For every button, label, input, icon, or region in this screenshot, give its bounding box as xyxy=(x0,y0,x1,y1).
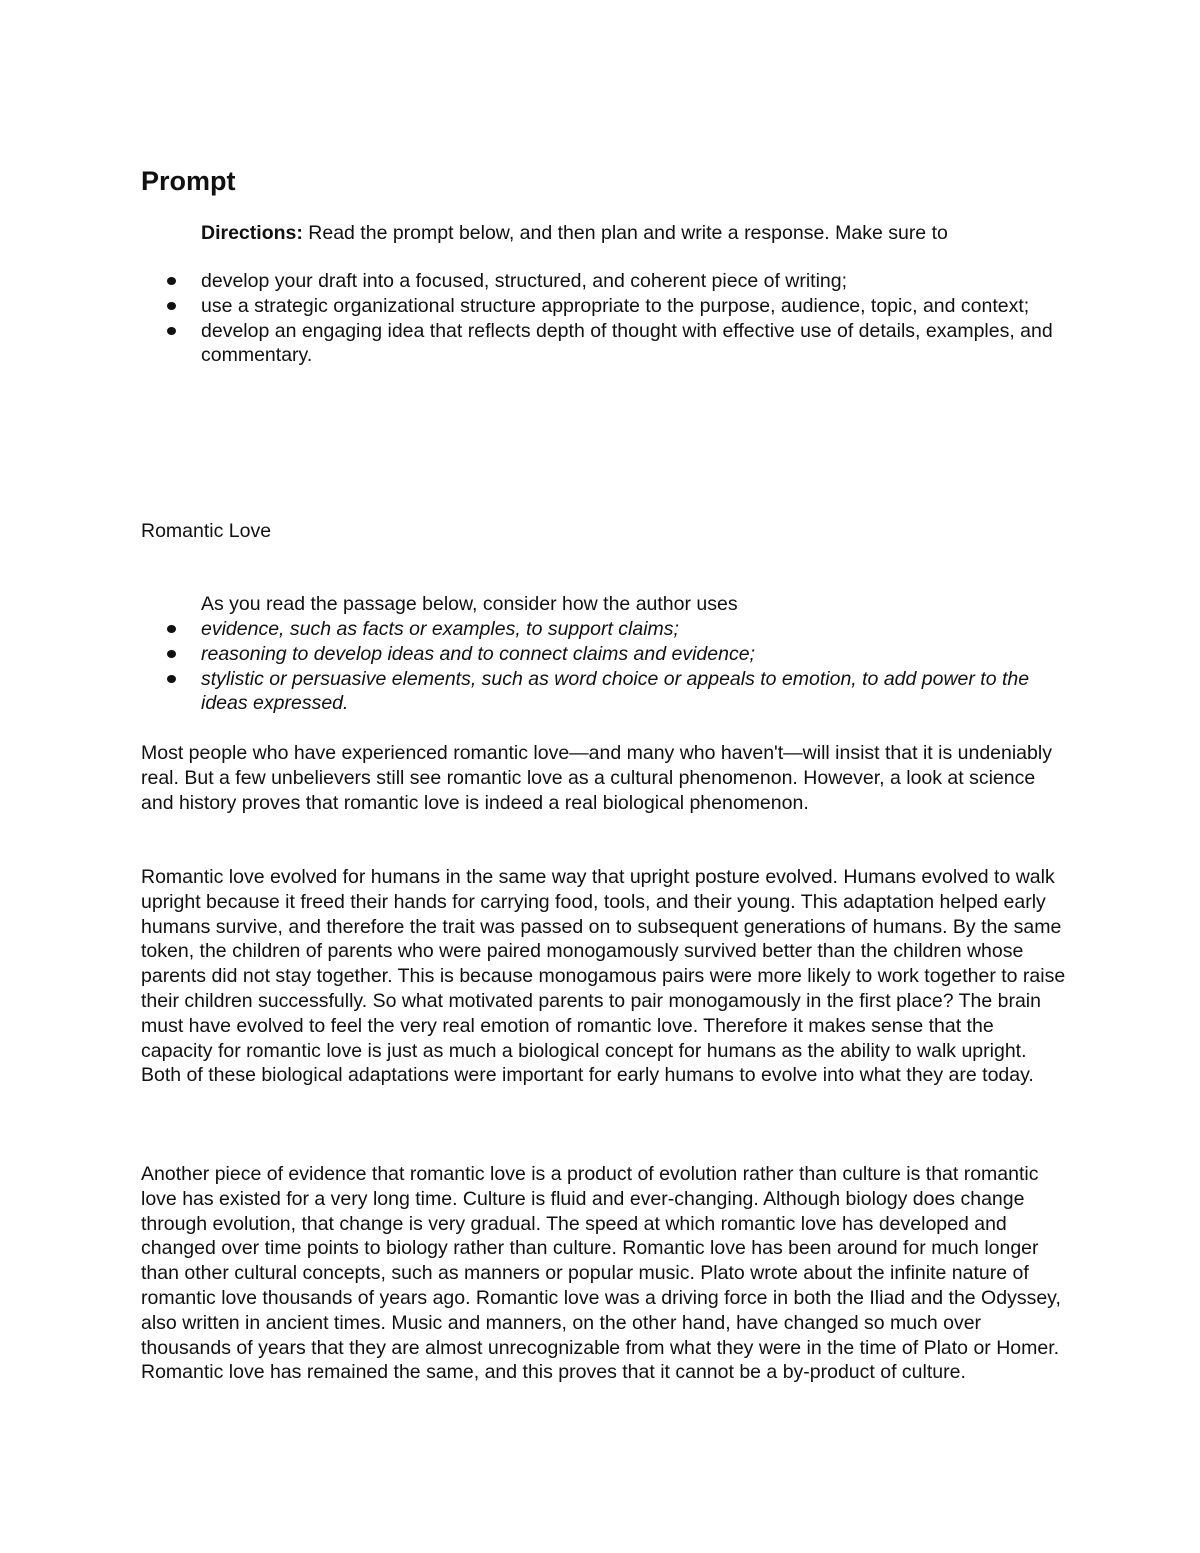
bullet-icon xyxy=(167,650,176,658)
directions-line xyxy=(201,221,948,246)
list-item: evidence, such as facts or examples, to support claims; xyxy=(162,617,1062,642)
passage-paragraph: Romantic love evolved for humans in the same way that upright posture evolved. Humans evolved to walk upright because it freed their hands for carrying food, tools, and their young. This adaptation helped early humans survive, and therefore the trait was passed on to subsequent generations of humans. By the same token, the children of parents who were paired monogamously survived better than the children whose parents did not stay together. This is because monogamous pairs were more likely to work together to raise their children successfully. So what motivated parents to pair monogamously in the first place? The brain must have evolved to feel the very real emotion of romantic love. Therefore it makes sense that the capacity for romantic love is just as much a biological concept for humans as the ability to walk upright. Both of these biological adaptations were important for early humans to evolve into what they are today. xyxy=(141,866,1066,1087)
bullet-icon xyxy=(167,302,176,310)
list-item: develop your draft into a focused, structured, and coherent piece of writing; xyxy=(162,269,1062,294)
bullet-icon xyxy=(167,327,176,335)
bullet-icon xyxy=(167,675,176,683)
passage-paragraph: Most people who have experienced romantic love—and many who haven't—will insist that it is undeniably real. But a few unbelievers still see romantic love as a cultural phenomenon. However, a look at science and history proves that romantic love is indeed a real biological phenomenon. xyxy=(141,742,1052,814)
directions-text: Read the prompt below, and then plan and write a response. Make sure to xyxy=(302,222,948,244)
reading-lead: As you read the passage below, consider how the author uses xyxy=(201,593,738,615)
bullet-icon xyxy=(167,625,176,633)
directions-list xyxy=(162,269,1062,368)
list-item: develop an engaging idea that reflects depth of thought with effective use of details, examples, and commentary. xyxy=(162,319,1062,369)
bullet-icon xyxy=(167,277,176,285)
list-item: reasoning to develop ideas and to connect claims and evidence; xyxy=(162,642,1062,667)
list-item: stylistic or persuasive elements, such as word choice or appeals to emotion, to add power to the ideas expressed. xyxy=(162,667,1062,717)
passage-paragraph: Another piece of evidence that romantic love is a product of evolution rather than culture is that romantic love has existed for a very long time. Culture is fluid and ever-changing. Although biology does change through evolution, that change is very gradual. The speed at which romantic love has developed and changed over time points to biology rather than culture. Romantic love has been around for much longer than other cultural concepts, such as manners or popular music. Plato wrote about the infinite nature of romantic love thousands of years ago. Romantic love was a driving force in both the Iliad and the Odyssey, also written in ancient times. Music and manners, on the other hand, have changed so much over thousands of years that they are almost unrecognizable from what they were in the time of Plato or Homer. Romantic love has remained the same, and this proves that it cannot be a by-product of culture. xyxy=(141,1163,1061,1384)
reading-list xyxy=(162,617,1062,716)
list-item: use a strategic organizational structure appropriate to the purpose, audience, topic, and context; xyxy=(162,294,1062,319)
passage-title: Romantic Love xyxy=(141,520,272,542)
page-title: Prompt xyxy=(141,166,236,196)
directions-label: Directions: xyxy=(201,222,303,244)
